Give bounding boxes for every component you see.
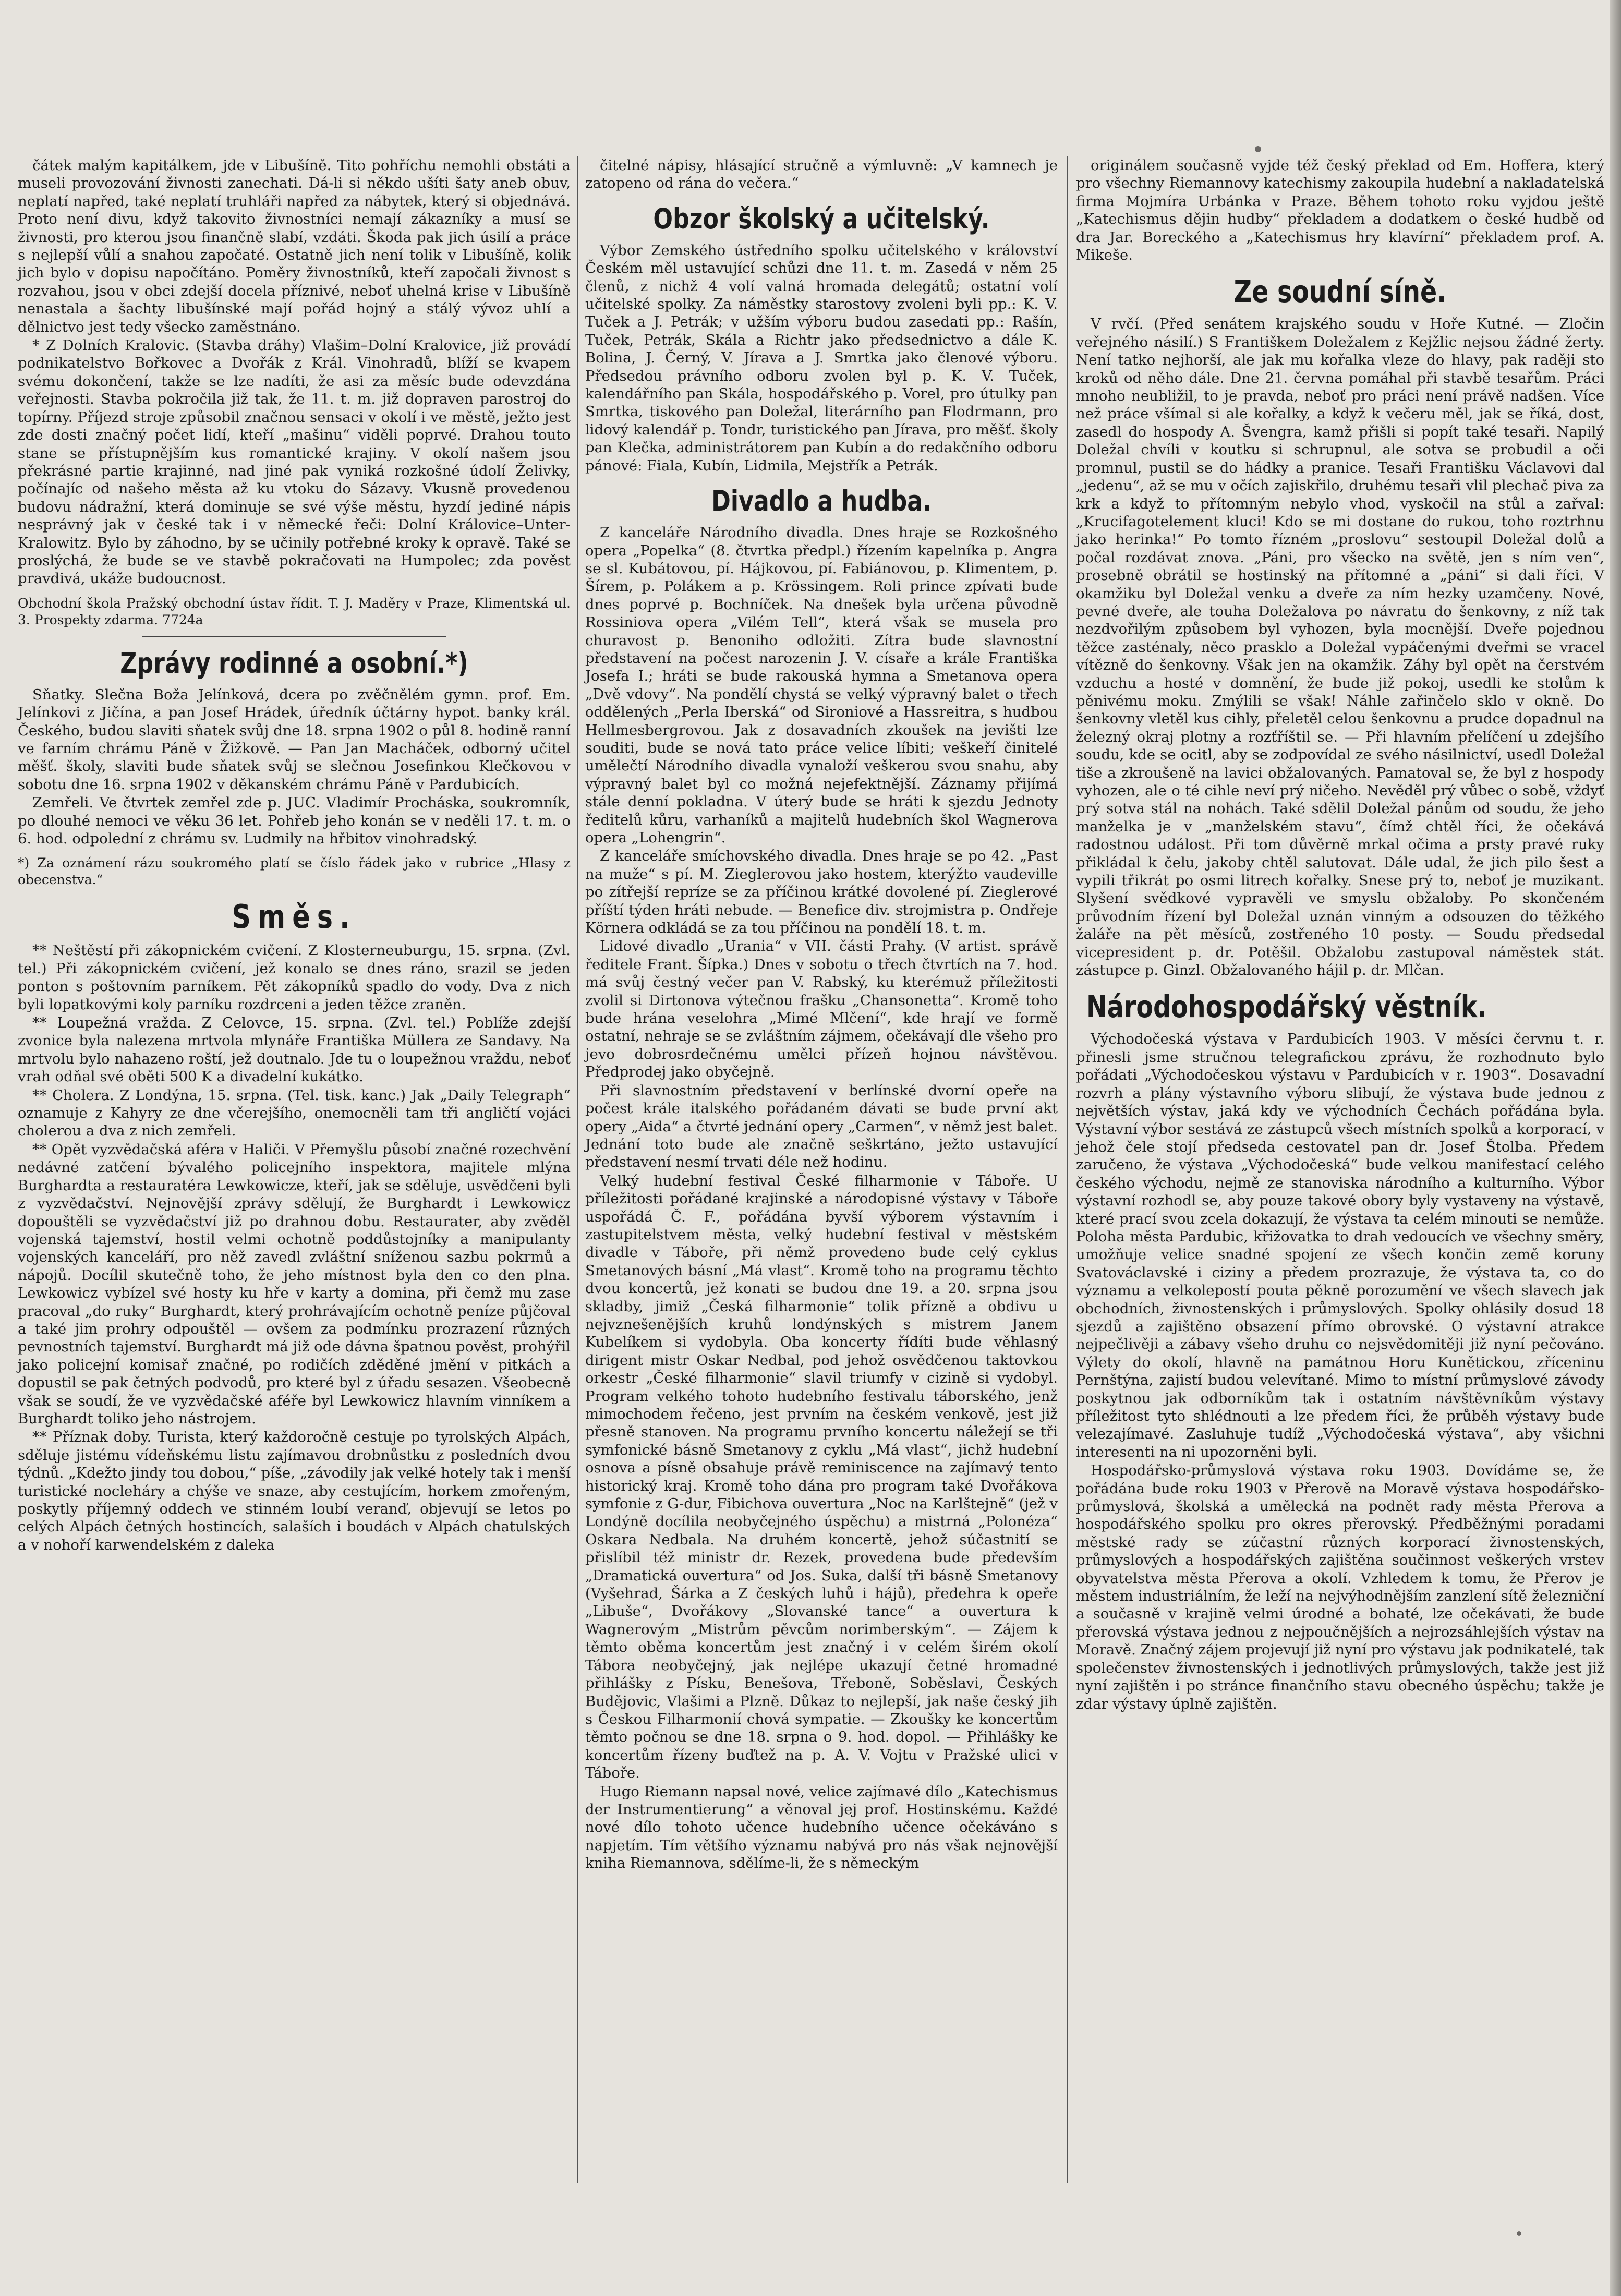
heading-narodohospodarsky-vestnik: Národohospodářský věstník.	[1086, 989, 1487, 1025]
article-vychodoceska-vystava: Východočeská výstava v Pardubicích 1903. V měsíci červnu t. r. přinesli jsme stručnou telegrafickou zprávu, že rozhodnuto bylo pořádati „Východočeskou výstavu v Pardubicích v r. 1903“. Dosavadní rozvrh a plány výstavního výboru slibují, že výstava bude jednou z největších výstav, jaká kdy ve východních Čechách pořádána byla. Výstavní výbor sestává ze zástupců všech místních spolků a korporací, v jehož čele stojí předseda cestovatel pan dr. Josef Štolba. Předem zaručeno, že výstava „Východočeská“ bude velkou manifestací celého českého východu, nejmě ze stanoviska národního a kulturního. Výbor výstavní rozhodl se, aby pouze takové obory byly vystaveny na výstavě, které prací svou zcela dokazují, že výstava ta celém minouti se nemůže. Poloha města Pardubic, křižovatka to drah vedoucích ve všechny směry, umožňuje velice snadné spojení ze všech končin země koruny Svatováclavské i ciziny a předem prozrazuje, že výstava ta, co do významu a velkolepostí pouta pěkně porozumění ve všech slavech jak obchodních, živnostenských i průmyslových. Spolky ohlásily dosud 18 sjezdů a zajištěno obsazení přímo obrovské. O výstavní atrakce nejpečlivěji a zábavy všeho druhu co nejsvědomitěji již nyní pečováno. Výlety do okolí, hlavně na památnou Horu Kunětickou, zříceninu Pernštýna, zajistí budou velevítané. Mimo to místní průmyslové závody poskytnou jak odborníkům tak i ostatním návštěvníkům výstavy příležitost tyto shlédnouti a lze předem říci, že průběh výstavy bude velezajímavé. Zasluhuje tudíž „Východočeská výstava“, aby všichni interesenti na ni upozorněni byli.	[1076, 1031, 1604, 1460]
article-narodni-divadlo: Z kanceláře Národního divadla. Dnes hraje se Rozkošného opera „Popelka“ (8. čtvrtka předpl.) řízením kapelníka p. Angra se sl. Kubátovou, pí. Hájkovou, pí. Fabiánovou, p. Klimentem, p. Šírem, p. Polákem a p. Krössingem. Roli prince zpívati bude dnes poprvé p. Bochníček. Na dnešek byla určena původně Rossiniova opera „Vilém Tell“, která však se musela pro churavost p. Benoniho odložiti. Zítra bude slavnostní představení na počest narozenin J. V. císaře a krále Františka Josefa I.; hráti se bude rakouská hymna a Smetanova opera „Dvě vdovy“. Na pondělí chystá se velký výpravný balet o třech oddělených „Perla Iberská“ od Sironiové a Hassreitra, s hudbou Hellmesbergrovou. Jak z dosavadních zkoušek na jevišti lze souditi, bude se nová tato práce velice líbiti; veškeří činitelé umělečtí Národního divadla vynaloží veškerou svou snahu, aby výpravný balet byl co možná nejefektnější. Záznamy přijímá stále denní pokladna. V úterý bude se hráti k sjezdu Jednoty ředitelů kůru, varhaníků a majitelů hudebních škol Wagnerova opera „Lohengrin“.	[585, 524, 1058, 846]
ink-speck	[1517, 2231, 1521, 2236]
article-soudni-doležal: V rvčí. (Před senátem krajského soudu v Hoře Kutné. — Zločin veřejného násilí.) S Františkem Doležalem z Kejžlic nejsou žádné žerty. Není tatko nejhorší, ale jak mu kořalka vleze do hlavy, pak raději sto kroků od něho dále. Dne 21. června pomáhal při stavbě tesařům. Práci mnoho neubližil, to je pravda, neboť pro práci není právě nadšen. Více než práce všímal si ale kořalky, a když k večeru měl, jak se říká, dost, zasedl do hospody A. Švengra, kamž přišli si popít také tesaři. Napilý Doležal chvíli v koutku si schrupnul, ale sotva se probudil a oči promnul, pustil se do hádky a pranice. Tesaři Františku Václavovi dal „jedenu“, až se mu v očích zajiskřilo, druhému tesaři vlil plechač piva za krk a když to přítomným nebylo vhod, vyskočil na stůl a zařval: „Krucifagotelement kluci! Kdo se mi dostane do rukou, toho roztrhnu jako herinka!“ Po tomto řízném „proslovu“ sestoupil Doležal dolů a počal rozdávat znova. „Páni, pro všecko na světě, jen s ním ven“, prosebně obrátil se hostinský na přítomné a „páni“ si dali říci. V okamžiku byl Doležal venku a dveře za ním hezky uzamčeny. Nové, pevné dveře, ale touha Doležalova po návratu do šenkovny, z níž tak nezdvořilým způsobem byl vyhozen, byla mocnější. Dveře pojednou těžce zasténaly, něco prasklo a Doležal vypáčenými dveřmi se vracel vítězně do šenkovny. Však jen na okamžik. Záhy byl opět na čerstvém vzduchu a hosté v domnění, že bude již pokoj, usedli ke stolům k pěnivému moku. Zmýlili se však! Náhle zařinčelo sklo v okně. Do šenkovny vletěl kus cihly, přeletěl celou šenkovnu a prudce dopadnul na železný okraj plotny a rozťříštil se. — Při hlavním přelíčení u zdejšího soudu, kde se ocitl, aby se zodpovídal ze svého násilnictví, usedl Doležal tiše a zkroušeně na lavici obžalovaných. Pamatoval se, že byl z hospody vyhozen, ale o té cihle neví prý ničeho. Nevěděl prý vůbec o sobě, vždyť prý sotva stál na nohách. Také sdělil Doležal pánům od soudu, že jeho manželka je v „manželském stavu“, čímž chtěl říci, že očekává radostnou událost. Při tom důvěrně mrkal očima a prsty pravé ruky přikládal k čelu, jakoby chtěl salutovat. Dále udal, že jich pilo šest a vypili třikrát po osmi litrech kořalky. Snese prý to, neboť je muzikant. Slyšení svědkové vypravěli ve smyslu obžaloby. Po skončeném průvodním řízení byl Doležal uznán vinným a odsouzen do těžkého žaláře na pět měsíců, zostřeného 10 posty. — Soudu předsedal vicepresident p. dr. Potěšil. Obžalobu zastupoval náměstek stát. zástupce p. Ginzl. Obžalovaného hájil p. dr. Mlčan.	[1076, 316, 1604, 979]
column-divider-1	[577, 156, 578, 2183]
heading-obzor-skolsky: Obzor školský a učitelský.	[653, 202, 990, 235]
article-riemann-continued: originálem současně vyjde též český překlad od Em. Hoffera, který pro všechny Riemannovy katechismy zakoupila hudební a nakladatelská firma Mojmíra Urbánka v Praze. Během tohoto roku vyjdou ještě „Katechismus dějin hudby“ překladem a dodatkem o české hudbě od dra Jar. Boreckého a „Katechismus hry klavírní“ překladem prof. A. Mikeše.	[1076, 157, 1604, 264]
column-middle	[585, 156, 1058, 1873]
column-right	[1076, 156, 1604, 1713]
article-continued: čitelné nápisy, hlásající stručně a výmluvně: „V kamnech je zatopeno od rána do večera.“	[585, 157, 1058, 192]
article-libusin-continued: čátek malým kapitálkem, jde v Libušíně. Tito pohříchu nemohli obstáti a museli provozování živnosti zanechati. Dá-li si někdo ušíti šaty aneb obuv, neplatí napřed, také neplatí truhláři napřed za nábytek, který si objednává. Proto není divu, když takovito živnostníci nemají zákazníky a musí se živnosti, pro kterou jsou finančně slabí, vzdáti. Škoda pak jich úsilí a práce s nejlepší vůlí a snahou započaté. Ostatně jich není tolik v Libušíně, kolik jich bylo v dopisu napočítáno. Poměry živnostníků, kteří započali živnost s rozvahou, jsou v obci zdejší docela příznivé, neboť uhelná krise v Libušíně nenastala a šachty libušínské mají pořád hojný a stálý vývoz uhlí a dělnictvo jest tedy všecko zaměstnáno.	[18, 157, 571, 335]
section-divider	[142, 636, 446, 637]
article-zemreli: Zemřeli. Ve čtvrtek zemřel zde p. JUC. Vladimír Procháska, soukromník, po dlouhé nemoci ve věku 36 let. Pohřeb jeho konán se v neděli 17. t. m. o 6. hod. odpolední z chrámu sv. Ludmily na hřbitov vinohradský.	[18, 794, 571, 847]
scan-edge-shadow	[1610, 0, 1621, 2296]
article-snatky: Sňatky. Slečna Boža Jelínková, dcera po zvěčnělém gymn. prof. Em. Jelínkovi z Jičína, a pan Josef Hrádek, úředník účtárny hypot. banky král. Českého, budou slaviti sňatek svůj dne 18. srpna 1902 o půl 8. hodině ranní ve farním chrámu Páně v Žižkově. — Pan Jan Macháček, odborný učitel měšť. školy, slaviti bude sňatek svůj se slečnou Josefinkou Klečkovou v sobotu dne 16. srpna 1902 v děkanském chrámu Páně v Pardubicích.	[18, 686, 571, 793]
article-vybor-spolku: Výbor Zemského ústředního spolku učitelského v království Českém měl ustavující schůzi dne 11. t. m. Zasedá v něm 25 členů, z nichž 4 volí valná hromada delegátů; ostatní volí učitelské spolky. Za náměstky starostovy zvoleni byli pp.: K. V. Tuček a J. Petrák; v užším výboru budou zasedati pp.: Rašín, Tuček, Petrák, Skála a Richtr jako předsednictvo a dále K. Bolina, J. Černý, V. Jírava a J. Smrtka jako členové výboru. Předsedou právního odboru zvolen byl p. K. V. Tuček, kalendářního pan Skála, hospodářského p. Vorel, pro útulky pan Smrtka, tiskového pan Doležal, literárního pan Flodrmann, pro lidový kalendář p. Tondr, turistického pan Jírava, pro měšť. školy pan Klečka, administrátorem pan Kubín a do redakčního odboru pánové: Fiala, Kubín, Lidmila, Mejstřík a Petrák.	[585, 241, 1058, 474]
article-vyzvedacska-afera: ** Opět vyzvědačská aféra v Haliči. V Přemyšlu působí značné rozechvění nedávné zatčení bývalého policejního inspektora, majitele mlýna Burghardta a restauratéra Lewkowicze, kteří, jak se sděluje, usvědčeni byli z vyzvědačství. Nejnovější zprávy sdělují, že Burghardt i Lewkowicz dopouštěli se vyzvědačství již po drahnou dobu. Restaurater, aby zvěděl vojenská tajemství, hostil velmi ochotně poddůstojníky a manipulanty vojenských kanceláří, pro něž zavedl zvláštní sníženou sazbu pokrmů a nápojů. Docílil skutečně toho, že jeho místnost byla den co den plna. Lewkowicz vybízel své hosty ku hře v karty a domina, při čemž mu zase pracoval „do ruky“ Burghardt, který prohrávajícím ochotně peníze půjčoval a také jim prohry odpouštěl — ovšem za podmínku prozrazení různých pevnostních tajemství. Burghardt má již ode dávna špatnou pověst, prohýřil jako policejní komisař značné, po rodičích zděděné jmění v pitkách a dopustil se pak četných podvodů, pro které byl z úřadu sesazen. Všeobecně však se soudí, že ve vyzvědačské aféře byl Lewkowicz hlavním vinníkem a Burghardt toliko jeho nástrojem.	[18, 1141, 571, 1427]
advertisement-obchodni-skola: Obchodní škola Pražský obchodní ústav řídit. T. J. Maděry v Praze, Klimentská ul. 3. Prospekty zdarma. 7724a	[18, 595, 571, 627]
article-urania: Lidové divadlo „Urania“ v VII. části Prahy. (V artist. správě ředitele Frant. Šípka.) Dnes v sobotu o třech čtvrtích na 7. hod. má svůj čestný večer pan V. Rabský, ku kterémuž příležitosti zvolil si Dirtonova výtečnou frašku „Chansonetta“. Kromě toho bude hrána veselohra „Mimé Mlčení“, kde hrají ve formě ostatní, nehraje se se zvláštním zájmem, očekávají dle všeho pro jevo dobrosrdečnému umělci přízeň hojnou návštěvou. Předprodej jako obyčejně.	[585, 938, 1058, 1081]
article-hudebni-festival: Velký hudební festival České filharmonie v Táboře. U příležitosti pořádané krajinské a národopisné výstavy v Táboře uspořádá Č. F., pořádána byvší výborem výstavním i zastupitelstvem města, velký hudební festival v městském divadle v Táboře, při němž provedeno bude celý cyklus Smetanových básní „Má vlast“. Kromě toho na programu těchto dvou koncertů, jež konati se budou dne 19. a 20. srpna jsou skladby, jimiž „Česká filharmonie“ tolik přízně a obdivu u nejvznešenějších kruhů londýnských s mistrem Janem Kubelíkem si vydobyla. Oba koncerty řídíti bude věhlasný dirigent mistr Oskar Nedbal, pod jehož osvědčenou taktovkou orkestr „České filharmonie“ slavil triumfy v cizině si vydobyl. Program velkého tohoto hudebního festivalu táborského, jenž mimochodem řečeno, jest prvním na českém venkově, jest již přesně stanoven. Na programu prvního koncertu náležejí se tři symfonické básně Smetanovy z cyklu „Má vlast“, jichž hudební osnova a písně obsahuje právě reminiscence na zajímavý tento historický kraj. Kromě toho dána pro program také Dvořákova symfonie z G-dur, Fibichova ouvertura „Noc na Karlštejně“ (jež v Londýně docílila neobyčejného úspěchu) a mistrná „Polonéza“ Oskara Nedbala. Na druhém koncertě, jehož súčastnití se přislíbil též ministr dr. Rezek, provedena bude především „Dramatická ouvertura“ od Jos. Suka, další tři básně Smetanovy (Vyšehrad, Šárka a Z českých luhů i hájů), předehra k opeře „Libuše“, Dvořákovy „Slovanské tance“ a ouvertura k Wagnerovým „Mistrům pěvcům norimberským“. — Zájem k těmto oběma koncertům jest značný i v celém širém okolí Tábora neobyčejný, jak nejlépe ukazují četné hromadné přihlášky z Písku, Benešova, Třeboně, Soběslavi, Českých Budějovic, Vlašimi a Plzně. Důkaz to nejlepší, jak naše český jih s Českou Filharmonií chová sympatie. — Zkoušky ke koncertům těmto počnou se dne 18. srpna o 9. hod. dopol. — Přihlášky ke koncertům řízeny buďtež na p. A. V. Vojtu v Pražské ulici v Táboře.	[585, 1172, 1058, 1782]
column-left	[18, 156, 571, 1554]
article-cholera: ** Cholera. Z Londýna, 15. srpna. (Tel. tisk. kanc.) Jak „Daily Telegraph“ oznamuje z Kahyry ze dne včerejšího, onemocněli tam tři angličtí vojáci cholerou a dva z nich zemřeli.	[18, 1086, 571, 1140]
article-loupezna-vrazda: ** Loupežná vražda. Z Celovce, 15. srpna. (Zvl. tel.) Poblíže zdejší zvonice byla nalezena mrtvola mlynáře Františka Müllera ze Sandavy. Na mrtvolu bylo nahazeno roští, jež doutnalo. Jde tu o loupežnou vraždu, neboť vrah odňal své oběti 500 K a divadelní kukátko.	[18, 1014, 571, 1085]
ink-speck	[1255, 146, 1261, 152]
article-hugo-riemann: Hugo Riemann napsal nové, velice zajímavé dílo „Katechismus der Instrumentierung“ a věnoval jej prof. Hostinskému. Každé nové dílo tohoto učence hudebního učence očekáváno s napjetím. Tím většího významu nabývá pro nás však nejnovější kniha Riemannova, sdělíme-li, že s německým	[585, 1783, 1058, 1872]
article-smichovske-divadlo: Z kanceláře smíchovského divadla. Dnes hraje se po 42. „Past na muže“ s pí. M. Zieglerovou jako hostem, kterýžto vaudeville po zítřejší repríze se za příčinou krátké dovolené pí. Zieglerové příští týden hráti nebude. — Benefice div. strojmistra p. Ondřeje Körnera odkládá se za tou příčinou na pondělí 18. t. m.	[585, 848, 1058, 937]
column-divider-2	[1067, 156, 1068, 2183]
article-priznak-doby: ** Příznak doby. Turista, který každoročně cestuje po tyrolských Alpách, sděluje jistému vídeňskému listu zajímavou drobnůstku z posledních dvou týdnů. „Kdežto jindy tou dobou,“ píše, „závodily jak velké hotely tak i menší turistické nocleháry a chýše ve snaze, aby cestujícím, horkem zmořeným, poskytly příjemný oddech ve stinném loubí veranď, objevují se letos po celých Alpách četných hostincích, salaších i boudách v Alpách chatulských a v nohoří karwendelském z daleka	[18, 1429, 571, 1553]
article-prerov-vystava: Hospodářsko-průmyslová výstava roku 1903. Dovídáme se, že pořádána bude roku 1903 v Přerově na Moravě výstava hospodářsko-průmyslová, školská a umělecká na podnět rady města Přerova a hospodářského spolku pro okres přerovský. Předběžnými poradami městské rady se zúčastní různých korporací živnostenských, průmyslových a hospodářských zajištěna součinnost veškerých vrstev obyvatelstva města Přerova a okolí. Vzhledem k tomu, že Přerov je městem industriálním, že leží na nejvýhodnějším zanzlení sítě železniční a současně v krajině velmi úrodné a bohaté, lze očekávati, že bude přerovská výstava jednou z nejpoučnějších a nejrozsáhlejších výstav na Moravě. Značný zájem projevují již nyní pro výstavu jak podnikatelé, tak společenstev živnostenských i jednotlivých průmyslových, takže jest již nyní zajištěn i po stránce finančního stavu obecného úspěchu; takže je zdar výstavy úplně zajištěn.	[1076, 1462, 1604, 1712]
heading-zpravy-rodinne: Zprávy rodinné a osobní.*)	[120, 646, 468, 680]
heading-divadlo-hudba: Divadlo a hudba.	[711, 485, 932, 518]
article-berlinska-opera: Při slavnostním představení v berlínské dvorní opeře na počest krále italského pořádaném dávati se bude první akt opery „Aida“ a čtvrté jednání opery „Carmen“, v němž jest balet. Jednání toto bude ale značně seškrtáno, ježto ustavující představení nesmí trvati déle než hodinu.	[585, 1082, 1058, 1171]
article-nestesti: ** Neštěstí při zákopnickém cvičení. Z Klosterneuburgu, 15. srpna. (Zvl. tel.) Při zákopnickém cvičení, jež konalo se dnes ráno, srazil se jeden ponton s poštovním parníkem. Pět zákopníků spadlo do vody. Dva z nich byli lopatkovými koly parníku rozdrceni a jeden těžce zraněn.	[18, 942, 571, 1013]
heading-ze-soudni-sine: Ze soudní síně.	[1233, 274, 1447, 310]
footnote-private-notices: *) Za oznámení rázu soukromého platí se číslo řádek jako v rubrice „Hlasy z obecenstva.“	[18, 855, 571, 888]
heading-smes: Směs.	[232, 898, 357, 936]
article-dolni-kralovice: * Z Dolních Kralovic. (Stavba dráhy) Vlašim–Dolní Kralovice, již provádí podnikatelstvo Bořkovec a Dvořák z Král. Vinohradů, blíží se kvapem svému dokončení, takže se lze nadíti, že asi za měsíc bude odevzdána veřejnosti. Stavba pokročila již tak, že 11. t. m. již dopraven parostroj do topírny. Příjezd stroje způsobil značnou sensaci v okolí i ve městě, ježto jest zde dosti značný počet lidí, kteří „mašinu“ viděli poprvé. Drahou touto stane se přístupnějším kus romantické krajiny. V okolí našem jsou překrásné partie krajinné, nad jiné pak vyniká rozkošné údolí Želivky, počínajíc od našeho města až ku vtoku do Sázavy. Vkusně provedenou budovu nádražní, která dominuje se své výše městu, hyzdí jediné nápis nesprávný jak v české tak i v německé řeči: Dolní Královice–Unter-Kralowitz. Bylo by záhodno, by se učinily potřebné kroky k opravě. Také se proslýchá, že bude se ve stavbě pokračovati na Humpolec; zda pověst pravdivá, ukáže budoucnost.	[18, 337, 571, 587]
